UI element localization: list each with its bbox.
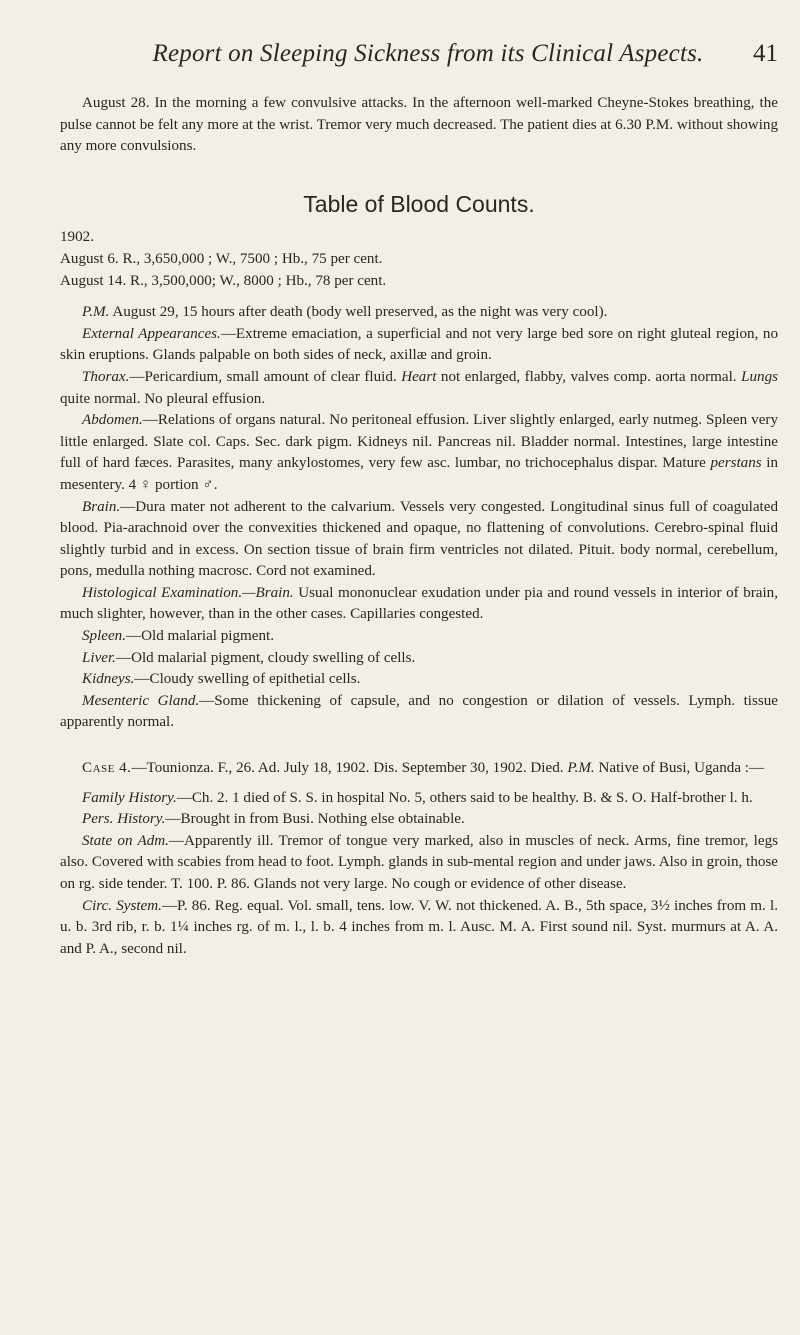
mesenteric-text: —Some thickening of capsule, and no congestion or dilation of vessels. Lymph. tissue apparently normal. — [60, 692, 778, 731]
thorax-text: quite normal. No pleural effusion. — [60, 390, 266, 407]
thorax-text: not enlarged, flabby, valves comp. aorta normal. — [436, 368, 742, 385]
histological-paragraph — [60, 583, 778, 626]
case4-paragraph — [60, 758, 778, 780]
pers-paragraph — [60, 809, 778, 831]
state-text: —Apparently ill. Tremor of tongue very marked, also in muscles of neck. Arms, fine tremor, legs also. Covered with scabies from head to foot. Lymph. glands in sub-mental region and under jaws. Also in groin, those on rg. side tender. T. 100. P. 86. Glands not very large. No cough or evidence of other disease. — [60, 832, 778, 892]
external-paragraph — [60, 324, 778, 367]
state-label: State on Adm. — [82, 832, 169, 849]
histological-label: Histological Examination.—Brain. — [82, 584, 294, 601]
thorax-text: —Pericardium, small amount of clear fluid. — [129, 368, 402, 385]
family-label: Family History. — [82, 789, 177, 806]
pers-label: Pers. History. — [82, 811, 166, 828]
kidneys-text: —Cloudy swelling of epithetial cells. — [134, 671, 361, 688]
intro-paragraph: August 28. In the morning a few convulsive attacks. In the afternoon well-marked Cheyne-Stokes breathing, the pulse cannot be felt any more at the wrist. Tremor very much decreased. The patient dies at 6.30 P.M. without showing any more convulsions. — [60, 95, 778, 155]
blood-table-year: 1902. — [60, 229, 94, 246]
thorax-paragraph — [60, 367, 778, 410]
thorax-label: Thorax. — [82, 368, 130, 385]
case4-pm: P.M. — [567, 760, 595, 777]
section-gap — [60, 734, 778, 758]
blood-count-row: August 6. R., 3,650,000 ; W., 7500 ; Hb., 75 per cent. — [60, 250, 383, 267]
state-paragraph — [60, 831, 778, 896]
running-title: Report on Sleeping Sickness from its Clinical Aspects. — [152, 40, 704, 67]
perstans-label: perstans — [710, 455, 762, 472]
abdomen-label: Abdomen. — [82, 412, 143, 429]
blood-table-title: Table of Blood Counts. — [303, 190, 535, 217]
kidneys-paragraph — [60, 669, 778, 691]
circ-label: Circ. System. — [82, 897, 162, 914]
liver-paragraph — [60, 648, 778, 670]
spleen-label: Spleen. — [82, 628, 127, 645]
pers-text: —Brought in from Busi. Nothing else obtainable. — [165, 811, 465, 828]
spleen-paragraph — [60, 626, 778, 648]
pm-paragraph — [60, 302, 778, 324]
mesenteric-label: Mesenteric Gland. — [82, 692, 200, 709]
kidneys-label: Kidneys. — [82, 671, 135, 688]
family-text: —Ch. 2. 1 died of S. S. in hospital No. 5, others said to be healthy. B. & S. O. Half-brother l. h. — [176, 789, 753, 806]
brain-label: Brain. — [82, 498, 121, 515]
histological-text: Usual mononuclear exudation under pia and round vessels in interior of brain, much slighter, however, than in the other cases. Capillaries congested. — [60, 584, 778, 623]
case4-text: —Tounionza. F., 26. Ad. July 18, 1902. Dis. September 30, 1902. Died. — [131, 760, 568, 777]
family-paragraph — [60, 788, 778, 810]
abdomen-text: in mesentery. 4 ♀ portion ♂. — [60, 455, 779, 493]
circ-paragraph — [60, 896, 778, 961]
external-label: External Appearances. — [82, 325, 221, 342]
brain-text: —Dura mater not adherent to the calvarium. Vessels very congested. Longitudinal sinus full of coagulated blood. Pia-arachnoid over the convexities thickened and opaque, no flattening of convolutions. Cerebro-spinal fluid slightly turbid and in excess. On section tissue of brain firm ventricles not dilated. Pituit. body normal, cerebellum, pons, medulla nothing macrosc. Cord not examined. — [60, 498, 778, 580]
mesenteric-paragraph — [60, 691, 778, 734]
document-body — [60, 93, 778, 960]
lungs-label: Lungs — [741, 368, 778, 385]
running-header — [118, 40, 778, 80]
case4-text: Native of Busi, Uganda :— — [594, 760, 765, 777]
pm-label: P.M. — [82, 304, 110, 321]
heart-label: Heart — [401, 368, 437, 385]
abdomen-paragraph — [60, 410, 778, 496]
brain-paragraph — [60, 497, 778, 583]
blood-count-row: August 14. R., 3,500,000; W., 8000 ; Hb., 78 per cent. — [60, 272, 387, 289]
case4-label: Case 4. — [82, 760, 132, 777]
liver-label: Liver. — [82, 649, 116, 666]
page-number: 41 — [753, 40, 778, 67]
abdomen-text: —Relations of organs natural. No peritoneal effusion. Liver slightly enlarged, early nutmeg. Spleen very little enlarged. Slate col. Caps. Sec. dark pigm. Kidneys nil. Pancreas nil. Bladder normal. Intestines, large intestine full of hard fæces. Parasites, many ankylostomes, very few asc. lumbar, no trichocephalus dispar. Mature — [60, 412, 778, 472]
liver-text: —Old malarial pigment, cloudy swelling of cells. — [115, 649, 416, 666]
circ-text: —P. 86. Reg. equal. Vol. small, tens. low. V. W. not thickened. A. B., 5th space, 3½ inches from m. l. u. b. 3rd rib, r. b. 1¼ inches rg. of m. l., l. b. 4 inches from m. l. Ausc. M. A. First sound nil. Syst. murmurs at A. A. and P. A., second nil. — [60, 897, 778, 957]
external-text: —Extreme emaciation, a superficial and not very large bed sore on right gluteal region, no skin eruptions. Glands palpable on both sides of neck, axillæ and groin. — [60, 325, 778, 364]
spleen-text: —Old malarial pigment. — [126, 628, 274, 645]
pm-text: August 29, 15 hours after death (body well preserved, as the night was very cool). — [109, 304, 608, 321]
